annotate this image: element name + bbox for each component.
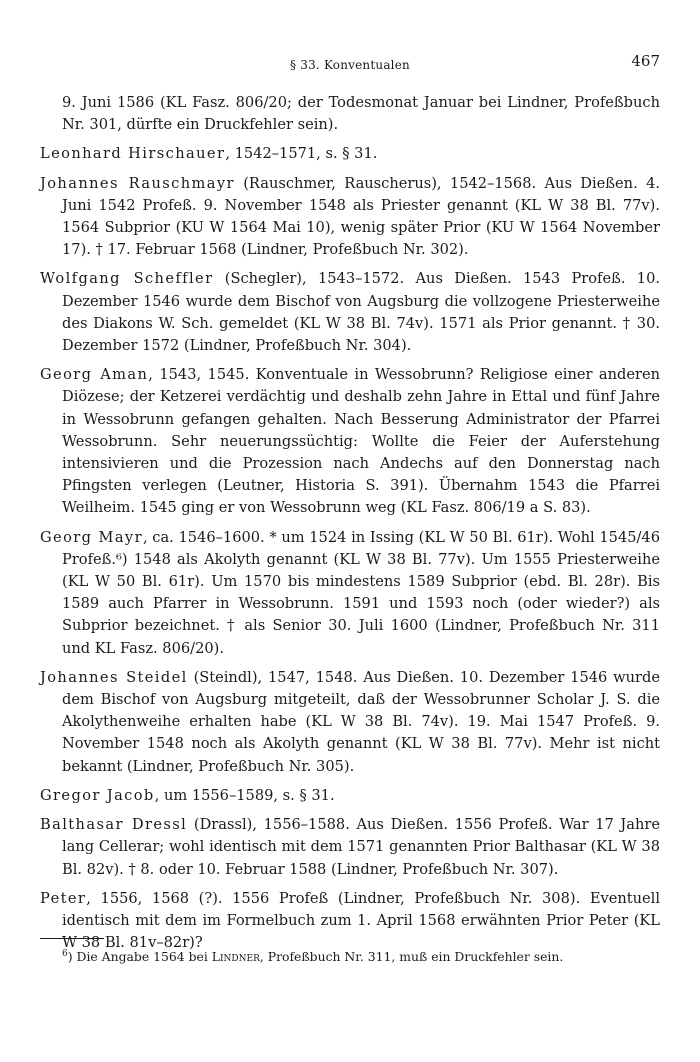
footnote-author: Lindner — [211, 949, 260, 965]
footnote — [62, 945, 660, 966]
list-item — [40, 173, 660, 262]
footnote-marker: 6 — [62, 949, 68, 959]
entry-text: , 1543, 1545. Konventuale in Wessobrunn? Religiose einer anderen Diözese; der Ketzerei verdächtig und deshalb zehn Jahre in Ettal und fünf Jahre in Wessobrunn gefangen gehalten. Nach Besserung Administrator der Pfarrei Wessobrunn. Sehr neuerungssüchtig: Wollte die Feier der Auferstehung intensivieren und die Prozession nach Andechs auf den Donnerstag nach Pfingsten verlegen (Leutner, Historia S. 391). Übernahm 1543 die Pfarrei Weilheim. 1545 ging er von Wessobrunn weg (KL Fasz. 806/19 a S. 83). — [62, 366, 660, 517]
entry-name: Wolfgang Scheffler — [40, 270, 214, 288]
entry-name: Georg Mayr — [40, 528, 143, 546]
running-head: § 33. Konventualen — [290, 58, 410, 72]
entry-name: Peter — [40, 889, 87, 907]
entry-list — [40, 92, 660, 961]
entry-name: Gregor Jacob — [40, 786, 155, 804]
list-item — [40, 814, 660, 881]
entry-name: Leonhard Hirschauer — [40, 145, 226, 163]
entry-name: Johannes Steidel — [40, 668, 188, 686]
footnote-text-after: , Profeßbuch Nr. 311, muß ein Druckfehler sein. — [259, 949, 564, 965]
page-header — [40, 52, 660, 76]
entry-text: (Schegler), 1543–1572. Aus Dießen. 1543 Profeß. 10. Dezember 1546 wurde dem Bischof von Augsburg die vollzogene Priesterweihe des Diakons W. Sch. gemeldet (KL W 38 Bl. 74v). 1571 als Prior genannt. † 30. Dezember 1572 (Lindner, Profeßbuch Nr. 304). — [62, 270, 660, 355]
entry-text: , 1542–1571, s. § 31. — [225, 145, 378, 163]
list-item — [40, 667, 660, 778]
entry-text: , um 1556–1589, s. § 31. — [154, 786, 335, 804]
list-item — [40, 785, 660, 807]
list-item — [40, 527, 660, 660]
page-number: 467 — [631, 52, 660, 70]
entry-name: Johannes Rauschmayr — [40, 174, 235, 192]
list-item — [40, 364, 660, 519]
entry-text: (Steindl), 1547, 1548. Aus Dießen. 10. Dezember 1546 wurde dem Bischof von Augsburg mitgeteilt, daß der Wessobrunner Scholar J. S. die Akolythenweihe erhalten habe (KL W 38 Bl. 74v). 19. Mai 1547 Profeß. 9. November 1548 noch als Akolyth genannt (KL W 38 Bl. 77v). Mehr ist nicht bekannt (Lindner, Profeßbuch Nr. 305). — [62, 668, 660, 775]
footnote-divider — [40, 938, 104, 939]
footnote-text-before: ) Die Angabe 1564 bei — [67, 949, 212, 965]
entry-text: , 1556, 1568 (?). 1556 Profeß (Lindner, Profeßbuch Nr. 308). Eventuell identisch mit dem im Formelbuch zum 1. April 1568 erwähnten Prior Peter (KL W 38 Bl. 81v–82r)? — [62, 889, 660, 952]
entry-text: , ca. 1546–1600. * um 1524 in Issing (KL W 50 Bl. 61r). Wohl 1545/46 Profeß.⁶) 1548 als Akolyth genannt (KL W 38 Bl. 77v). Um 1555 Priesterweihe (KL W 50 Bl. 61r). Um 1570 bis mindestens 1589 Subprior (ebd. Bl. 28r). Bis 1589 auch Pfarrer in Wessobrunn. 1591 und 1593 noch (oder wieder?) als Subprior bezeichnet. † als Senior 30. Juli 1600 (Lindner, Profeßbuch Nr. 311 und KL Fasz. 806/20). — [62, 528, 660, 657]
entry-text: (Drassl), 1556–1588. Aus Dießen. 1556 Profeß. War 17 Jahre lang Cellerar; wohl identisch mit dem 1571 genannten Prior Balthasar (KL W 38 Bl. 82v). † 8. oder 10. Februar 1588 (Lindner, Profeßbuch Nr. 307). — [62, 816, 660, 878]
entry-text: (Rauschmer, Rauscherus), 1542–1568. Aus Dießen. 4. Juni 1542 Profeß. 9. November 1548 als Priester genannt (KL W 38 Bl. 77v). 1564 Subprior (KU W 1564 Mai 10), wenig später Prior (KU W 1564 November 17). † 17. Februar 1568 (Lindner, Profeßbuch Nr. 302). — [62, 174, 660, 259]
list-item — [40, 92, 660, 136]
list-item — [40, 143, 660, 165]
entry-text: 9. Juni 1586 (KL Fasz. 806/20; der Todesmonat Januar bei Lindner, Profeßbuch Nr. 301, dürfte ein Druckfehler sein). — [62, 94, 660, 134]
entry-name: Balthasar Dressl — [40, 816, 188, 834]
entry-name: Georg Aman — [40, 366, 149, 384]
list-item — [40, 268, 660, 357]
